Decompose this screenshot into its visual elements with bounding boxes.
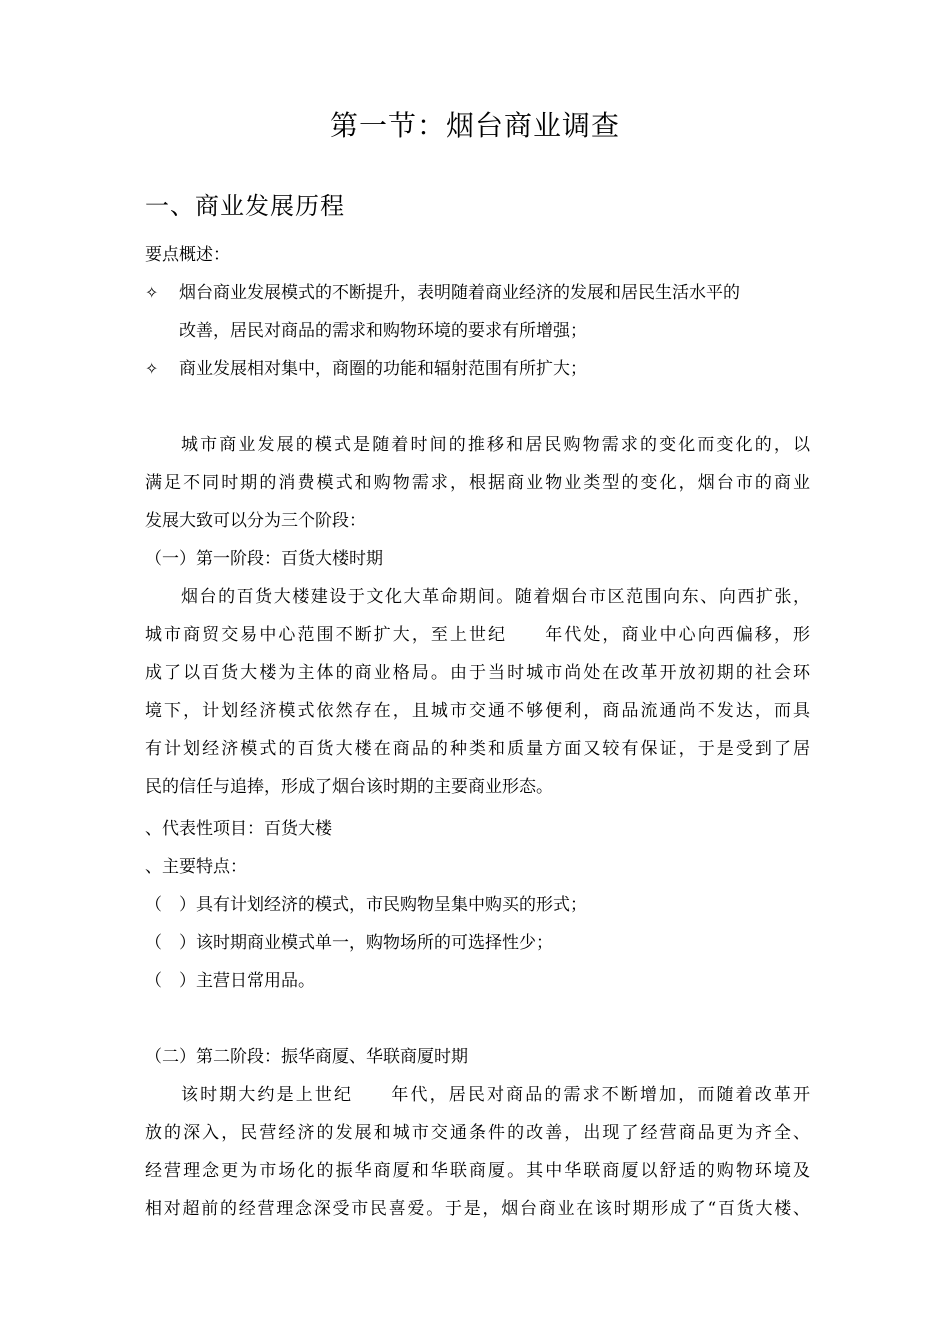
bullet-item-1 (145, 281, 810, 305)
bullet-text: 商业发展相对集中，商圈的功能和辐射范围有所扩大； (179, 359, 587, 379)
diamond-bullet-icon: ✧ (145, 283, 159, 302)
stage2-paragraph-line: 相对超前的经营理念深受市民喜爱。于是，烟台商业在该时期形成了“百货大楼、 (145, 1199, 810, 1219)
stage2-heading: （二）第二阶段：振华商厦、华联商厦时期 (145, 1047, 468, 1067)
stage1-feature-item: （ ）主营日常用品。 (145, 971, 315, 991)
stage1-paragraph-line: 烟台的百货大楼建设于文化大革命期间。随着烟台市区范围向东、向西扩张， (181, 587, 810, 607)
stage1-heading: （一）第一阶段：百货大楼时期 (145, 549, 383, 569)
intro-paragraph-line: 满足不同时期的消费模式和购物需求，根据商业物业类型的变化，烟台市的商业 (145, 473, 810, 493)
section-heading: 一、商业发展历程 (145, 192, 345, 220)
stage2-paragraph-line: 经营理念更为市场化的振华商厦和华联商厦。其中华联商厦以舒适的购物环境及 (145, 1161, 810, 1181)
diamond-bullet-icon: ✧ (145, 359, 159, 378)
bullet-item-2 (145, 357, 810, 381)
stage1-paragraph-line: 境下，计划经济模式依然存在，且城市交通不够便利，商品流通尚不发达，而具 (145, 701, 810, 721)
bullet-text: 烟台商业发展模式的不断提升，表明随着商业经济的发展和居民生活水平的 (179, 283, 740, 303)
stage1-paragraph-line: 城市商贸交易中心范围不断扩大，至上世纪 年代处，商业中心向西偏移，形 (145, 625, 810, 645)
stage1-features-label: 、主要特点： (145, 857, 247, 877)
stage2-paragraph-line: 放的深入，民营经济的发展和城市交通条件的改善，出现了经营商品更为齐全、 (145, 1123, 810, 1143)
stage2-paragraph-line: 该时期大约是上世纪 年代，居民对商品的需求不断增加，而随着改革开 (181, 1085, 810, 1105)
intro-paragraph-line: 城市商业发展的模式是随着时间的推移和居民购物需求的变化而变化的，以 (181, 435, 810, 455)
stage1-feature-item: （ ）该时期商业模式单一，购物场所的可选择性少； (145, 933, 553, 953)
page-title: 第一节：烟台商业调查 (329, 109, 620, 142)
summary-label: 要点概述： (145, 245, 230, 265)
stage1-paragraph-line: 民的信任与追捧，形成了烟台该时期的主要商业形态。 (145, 777, 553, 797)
stage1-paragraph-line: 成了以百货大楼为主体的商业格局。由于当时城市尚处在改革开放初期的社会环 (145, 663, 810, 683)
intro-paragraph-line: 发展大致可以分为三个阶段： (145, 511, 366, 531)
stage1-paragraph-line: 有计划经济模式的百货大楼在商品的种类和质量方面又较有保证，于是受到了居 (145, 739, 810, 759)
bullet-item-1-continuation: 改善，居民对商品的需求和购物环境的要求有所增强； (179, 321, 587, 341)
stage1-representative-project: 、代表性项目：百货大楼 (145, 819, 332, 839)
stage1-feature-item: （ ）具有计划经济的模式，市民购物呈集中购买的形式； (145, 895, 587, 915)
